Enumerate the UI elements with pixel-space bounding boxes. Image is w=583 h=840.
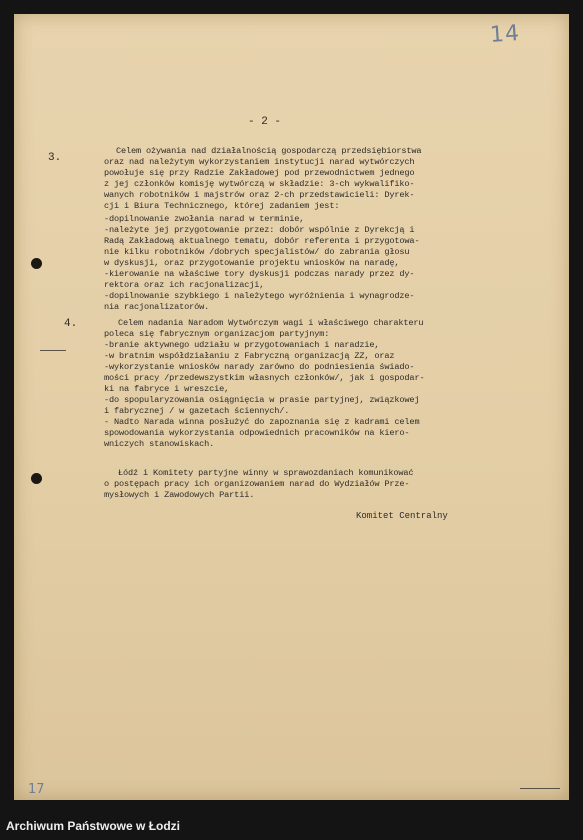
text-line: nie kilku robotników /dobrych specjalistów/ do zabrania głosu [104,247,410,257]
punch-hole-top [31,258,42,269]
text-line: cji i Biura Technicznego, której zadaniem jest: [104,201,340,211]
text-line: poleca się fabrycznym organizacjom partyjnym: [104,329,330,339]
text-line: i fabrycznej / w gazetach ściennych/. [104,406,290,416]
text-line: -kierowanie na właściwe tory dyskusji podczas narady przez dy- [104,269,415,279]
text-line: oraz nad należytym wykorzystaniem instytucji narad wytwórczych [104,157,415,167]
text-line: mości pracy /przedewszystkim własnych członków/, jak i gospodar- [104,373,425,383]
section-4-number: 4. [64,318,78,330]
text-line: powołuje się przy Radzie Zakładowej pod przewodnictwem jednego [104,168,415,178]
bottom-edge-mark [520,788,560,789]
archive-footer: Archiwum Państwowe w Łodzi [0,812,583,840]
punch-hole-bottom [31,473,42,484]
section-3-number: 3. [48,152,62,164]
signature-line: Komitet Centralny [356,511,448,521]
text-line: Radą Zakładową aktualnego tematu, dobór referenta i przygotowa- [104,236,420,246]
text-line: Łódź i Komitety partyjne winny w sprawozdaniach komunikować [118,468,414,478]
text-line: spowodowania wykorzystania odpowiednich pracowników na kiero- [104,428,410,438]
margin-stroke [40,350,66,351]
document-page [14,14,569,800]
text-line: o postępach pracy ich organizowaniem narad do Wydziałów Prze- [104,479,410,489]
text-line: rektora oraz ich racjonalizacji, [104,280,265,290]
text-line: - Nadto Narada winna posłużyć do zapoznania się z kadrami celem [104,417,420,427]
text-line: -wykorzystanie wniosków narady zarówno do podniesienia świado- [104,362,415,372]
text-line: nia racjonalizatorów. [104,302,210,312]
text-line: z jej członków komisję wytwórczą w składzie: 3-ch wykwalifiko- [104,179,415,189]
text-line: Celem ożywania nad działalnością gospodarczą przedsiębiorstwa [116,146,422,156]
text-line: Celem nadania Naradom Wytwórczym wagi i właściwego charakteru [118,318,424,328]
text-line: mysłowych i Zawodowych Partii. [104,490,255,500]
text-line: wanych robotników i majstrów oraz 2-ch przedstawicieli: Dyrek- [104,190,415,200]
text-line: -w bratnim współdziałaniu z Fabryczną organizacją ZZ, oraz [104,351,395,361]
page-number: - 2 - [248,116,282,128]
text-line: wniczych stanowiskach. [104,439,215,449]
text-line: ki na fabryce i wreszcie, [104,384,230,394]
text-line: -branie aktywnego udziału w przygotowaniach i naradzie, [104,340,380,350]
text-line: -dopilnowanie zwołania narad w terminie, [104,214,305,224]
folio-number: 14 [489,20,521,49]
text-line: -należyte jej przygotowanie przez: dobór wspólnie z Dyrekcją i [104,225,415,235]
text-line: -do spopularyzowania osiągnięcia w prasie partyjnej, związkowej [104,395,420,405]
text-line: w dyskusji, oraz przygotowanie projektu wniosków na naradę, [104,258,400,268]
bottom-page-number: 17 [28,782,45,797]
text-line: -dopilnowanie szybkiego i należytego wyróżnienia i wynagrodze- [104,291,415,301]
